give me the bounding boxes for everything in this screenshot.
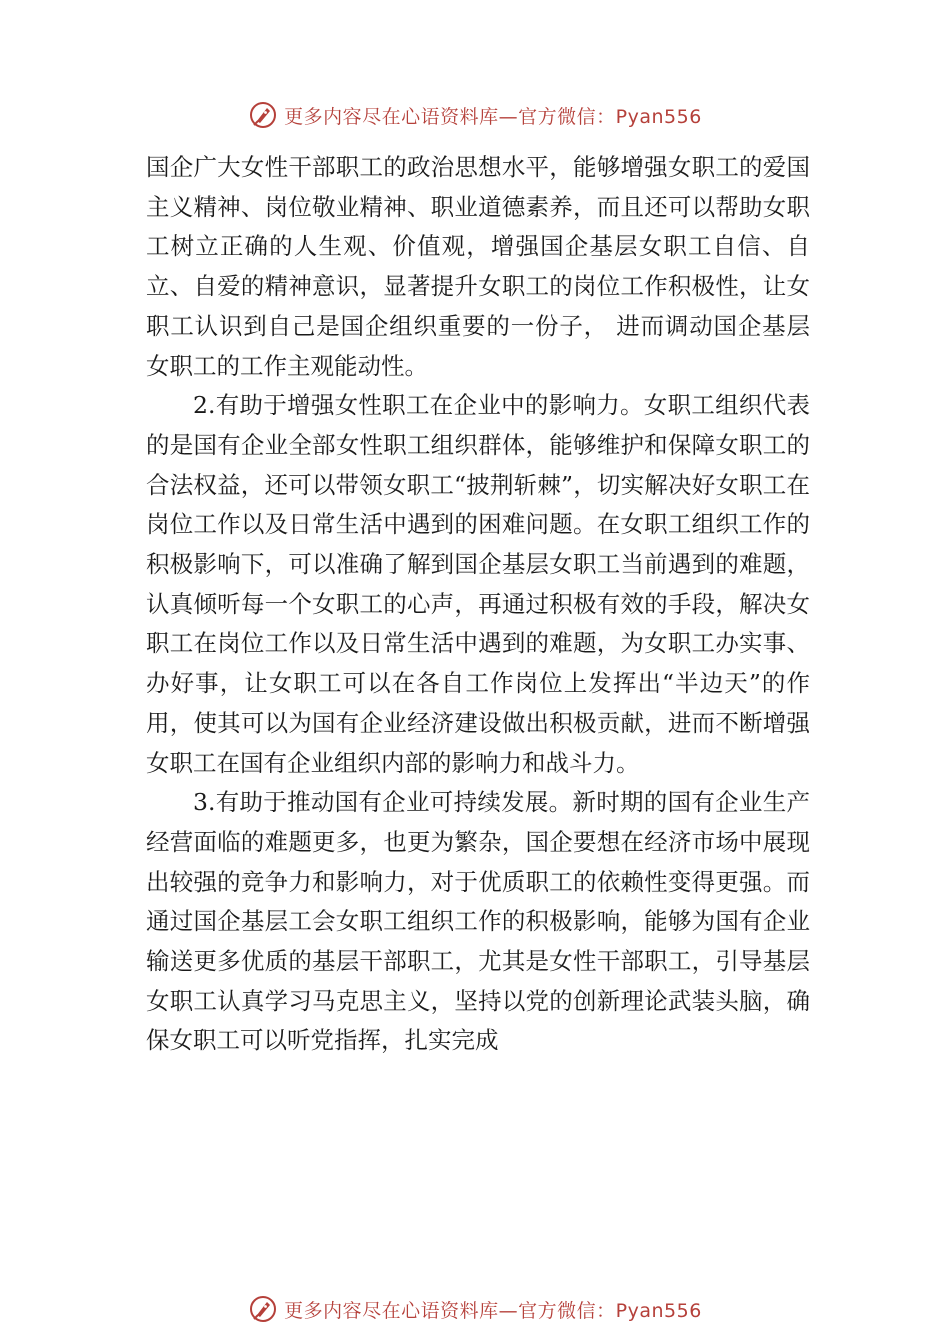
document-body xyxy=(146,148,810,1061)
watermark-text: 更多内容尽在心语资料库—官方微信：Pyan556 xyxy=(284,105,702,128)
pen-nib-logo-icon xyxy=(248,1294,278,1324)
paragraph-point-2: 2.有助于增强女性职工在企业中的影响力。女职工组织代表的是国有企业全部女性职工组织群体，能够维护和保障女职工的合法权益，还可以带领女职工“披荆斩棘”，切实解决好女职工在岗位工作以及日常生活中遇到的困难问题。在女职工组织工作的积极影响下，可以准确了解到国企基层女职工当前遇到的难题，认真倾听每一个女职工的心声，再通过积极有效的手段，解决女职工在岗位工作以及日常生活中遇到的难题，为女职工办实事、办好事，让女职工可以在各自工作岗位上发挥出“半边天”的作用，使其可以为国有企业经济建设做出积极贡献，进而不断增强女职工在国有企业组织内部的影响力和战斗力。 xyxy=(146,391,810,777)
header-watermark xyxy=(0,95,950,135)
paragraph-continued: 国企广大女性干部职工的政治思想水平，能够增强女职工的爱国主义精神、岗位敬业精神、职业道德素养，而且还可以帮助女职工树立正确的人生观、价值观，增强国企基层女职工自信、自立、自爱的精神意识，显著提升女职工的岗位工作积极性，让女职工认识到自己是国企组织重要的一份子， 进而调动国企基层女职工的工作主观能动性。 xyxy=(146,153,810,380)
watermark-text: 更多内容尽在心语资料库—官方微信：Pyan556 xyxy=(284,1299,702,1322)
footer-watermark xyxy=(0,1289,950,1329)
pen-nib-logo-icon xyxy=(248,100,278,130)
paragraph-point-3: 3.有助于推动国有企业可持续发展。新时期的国有企业生产经营面临的难题更多，也更为繁杂，国企要想在经济市场中展现出较强的竞争力和影响力，对于优质职工的依赖性变得更强。而通过国企基层工会女职工组织工作的积极影响，能够为国有企业输送更多优质的基层干部职工，尤其是女性干部职工，引导基层女职工认真学习马克思主义，坚持以党的创新理论武装头脑，确保女职工可以听党指挥，扎实完成 xyxy=(146,788,810,1055)
